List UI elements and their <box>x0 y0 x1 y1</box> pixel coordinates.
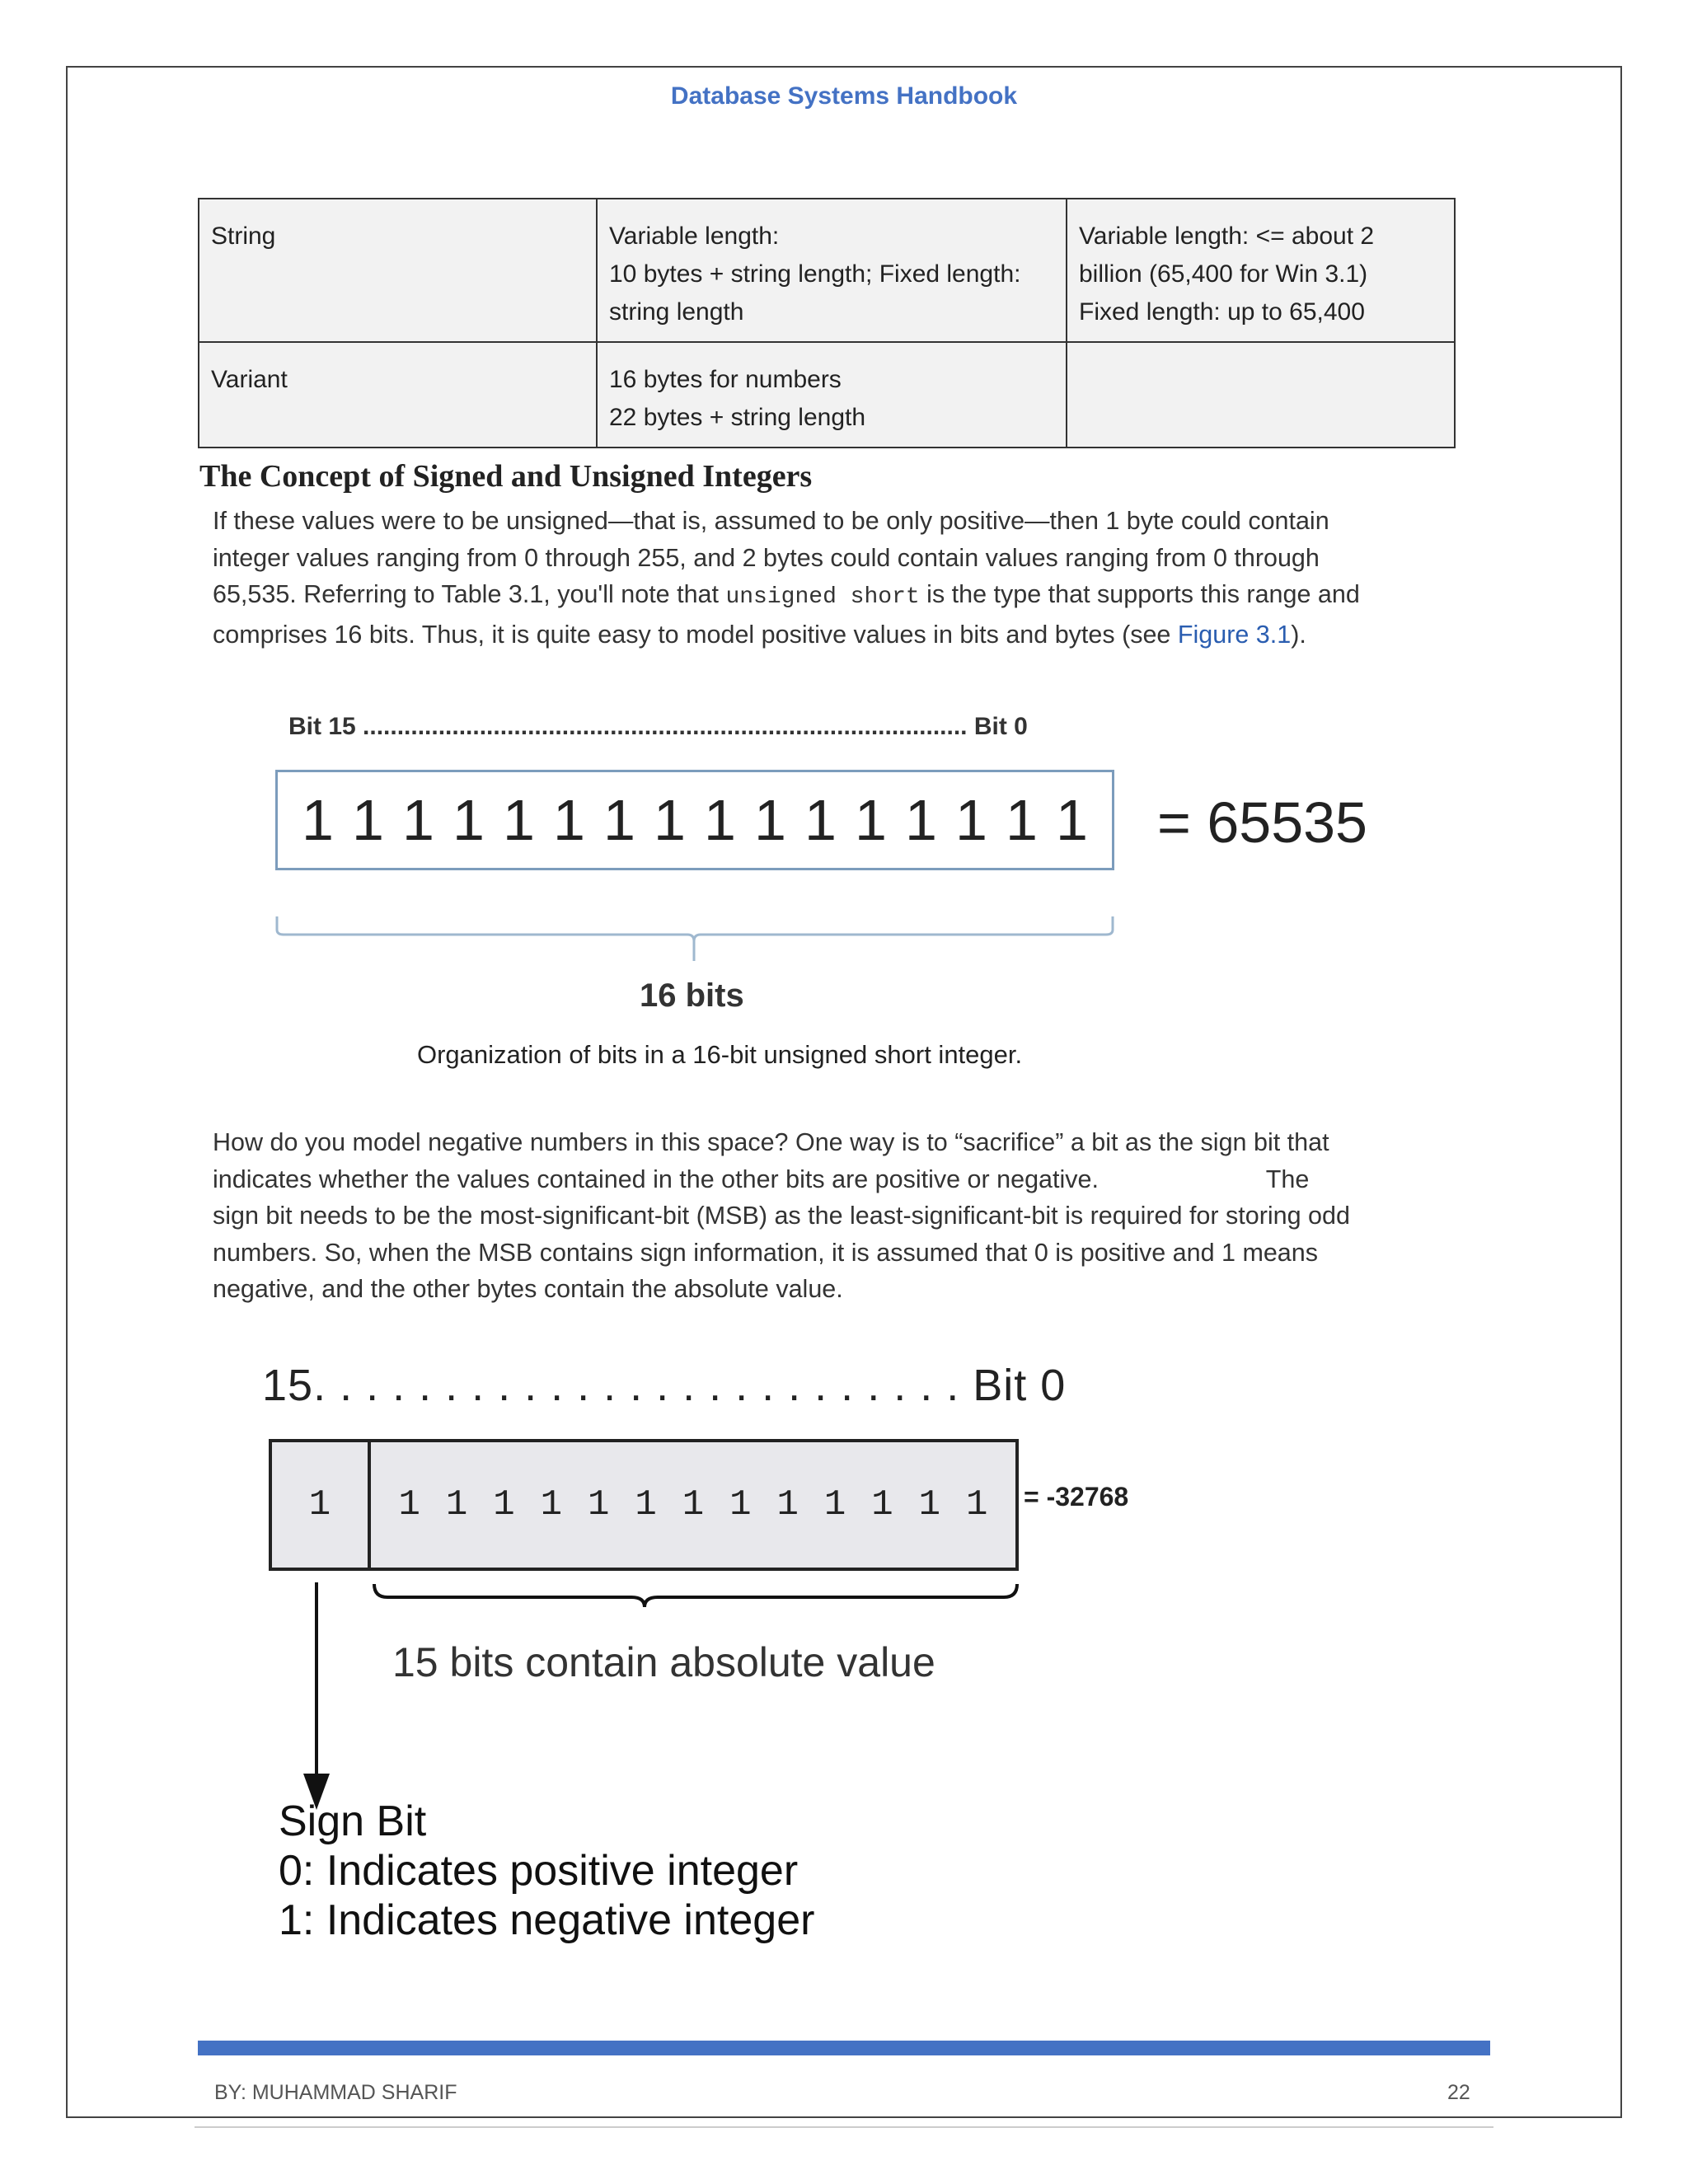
table-row <box>199 199 1455 342</box>
text-run: is the type that supports this range and <box>919 580 1360 608</box>
bit-value: 1 <box>493 1484 515 1526</box>
signed-value: = -32768 <box>1024 1482 1129 1511</box>
bits-brace-icon <box>275 915 1116 981</box>
storage-line: Variable length: <box>609 223 780 250</box>
bit-value: 1 <box>823 1484 846 1526</box>
code-term: unsigned short <box>725 584 920 610</box>
bit-range-label: Bit 15 ........................................................................................ Bit 0 <box>288 713 1028 740</box>
storage-line: 22 bytes + string length <box>609 404 866 431</box>
bit-value: 1 <box>704 788 736 852</box>
section-heading: The Concept of Signed and Unsigned Integers <box>199 459 813 494</box>
bit-value: 1 <box>729 1484 752 1526</box>
bit-value: 1 <box>682 1484 705 1526</box>
text-run: ). <box>1291 620 1306 649</box>
footer-author: BY: MUHAMMAD SHARIF <box>214 2081 457 2104</box>
paragraph-line: negative, and the other bytes contain the absolute value. <box>213 1275 843 1303</box>
bit-range-label: 15. . . . . . . . . . . . . . . . . . . . . . . . . Bit 0 <box>262 1361 1067 1410</box>
paragraph-line <box>213 616 1432 654</box>
paragraph-unsigned <box>213 503 1432 653</box>
table-row <box>199 342 1455 448</box>
unsigned-max-value: = 65535 <box>1157 790 1367 855</box>
bit-value: 1 <box>302 788 334 852</box>
bit-value: 1 <box>553 788 585 852</box>
table-cell-storage <box>597 199 1067 342</box>
storage-line: string length <box>609 298 744 326</box>
footer-accent-bar <box>198 2041 1490 2055</box>
abs-value-brace-icon <box>371 1582 1022 1632</box>
bit-value: 1 <box>804 788 837 852</box>
bit-value: 1 <box>1056 788 1088 852</box>
sign-bit-box: 1 <box>269 1439 371 1571</box>
table-cell-range <box>1067 199 1455 342</box>
bit-value: 1 <box>1006 788 1038 852</box>
abs-value-label: 15 bits contain absolute value <box>392 1639 935 1685</box>
page-number: 22 <box>1447 2081 1470 2104</box>
bit-value: 1 <box>398 1484 420 1526</box>
table-cell-storage <box>597 342 1067 448</box>
bit-value: 1 <box>540 1484 563 1526</box>
data-type-table <box>198 198 1456 448</box>
legend-positive: 0: Indicates positive integer <box>279 1847 799 1895</box>
bit-value: 1 <box>754 788 786 852</box>
footer-divider <box>195 2126 1493 2128</box>
paragraph-line: integer values ranging from 0 through 255, and 2 bytes could contain values ranging from 0 through <box>213 543 1320 572</box>
bit-value: 1 <box>918 1484 941 1526</box>
bit-value: 1 <box>905 788 937 852</box>
bits-count-label: 16 bits <box>640 977 744 1014</box>
text-run: 65,535. Referring to Table 3.1, you'll note that <box>213 580 726 608</box>
paragraph-line: sign bit needs to be the most-significant-bit (MSB) as the least-significant-bit is required for storing odd <box>213 1202 1350 1230</box>
range-line: Variable length: <= about 2 <box>1079 223 1375 250</box>
figure-signed-bits <box>213 1335 1449 1961</box>
table-cell-range <box>1067 342 1455 448</box>
bit-value: 1 <box>402 788 434 852</box>
range-line: billion (65,400 for Win 3.1) <box>1079 260 1368 288</box>
legend-title: Sign Bit <box>279 1797 427 1845</box>
paragraph-line: numbers. So, when the MSB contains sign information, it is assumed that 0 is positive and 1 means <box>213 1238 1318 1267</box>
storage-line: 16 bytes for numbers <box>609 366 842 393</box>
type-label: Variant <box>211 366 288 393</box>
value-bits-box <box>368 1439 1019 1571</box>
figure-link[interactable]: Figure 3.1 <box>1177 620 1292 649</box>
type-label: String <box>211 223 276 250</box>
header-title: Database Systems Handbook <box>670 82 1018 110</box>
bit-value: 1 <box>587 1484 610 1526</box>
bit-value: 1 <box>855 788 887 852</box>
legend-negative: 1: Indicates negative integer <box>279 1896 815 1944</box>
sign-bit-legend <box>279 1797 814 1945</box>
bit-value: 1 <box>776 1484 799 1526</box>
bit-value: 1 <box>603 788 635 852</box>
bit-value: 1 <box>871 1484 893 1526</box>
paragraph-line <box>213 576 1432 616</box>
table-cell-type <box>199 342 597 448</box>
bit-value: 1 <box>965 1484 988 1526</box>
bit-value: 1 <box>452 788 485 852</box>
down-arrow-icon <box>300 1582 333 1813</box>
range-line: Fixed length: up to 65,400 <box>1079 298 1365 326</box>
bit-value: 1 <box>445 1484 468 1526</box>
text-run: comprises 16 bits. Thus, it is quite easy to model positive values in bits and bytes (see <box>213 620 1178 649</box>
table-cell-type <box>199 199 597 342</box>
paragraph-line: indicates whether the values contained in the other bits are positive or negative. The <box>213 1165 1310 1193</box>
bit-box <box>275 770 1114 870</box>
bit-value: 1 <box>635 1484 657 1526</box>
bit-value: 1 <box>955 788 987 852</box>
paragraph-signed <box>213 1124 1432 1308</box>
bit-value: 1 <box>503 788 535 852</box>
bit-value: 1 <box>352 788 384 852</box>
paragraph-line: If these values were to be unsigned—that is, assumed to be only positive—then 1 byte could contain <box>213 507 1329 535</box>
paragraph-line: How do you model negative numbers in this space? One way is to “sacrifice” a bit as the sign bit that <box>213 1128 1329 1156</box>
figure-unsigned-bits <box>213 659 1449 1088</box>
storage-line: 10 bytes + string length; Fixed length: <box>609 260 1021 288</box>
figure-caption: Organization of bits in a 16-bit unsigned short integer. <box>417 1040 1023 1069</box>
bit-value: 1 <box>654 788 686 852</box>
